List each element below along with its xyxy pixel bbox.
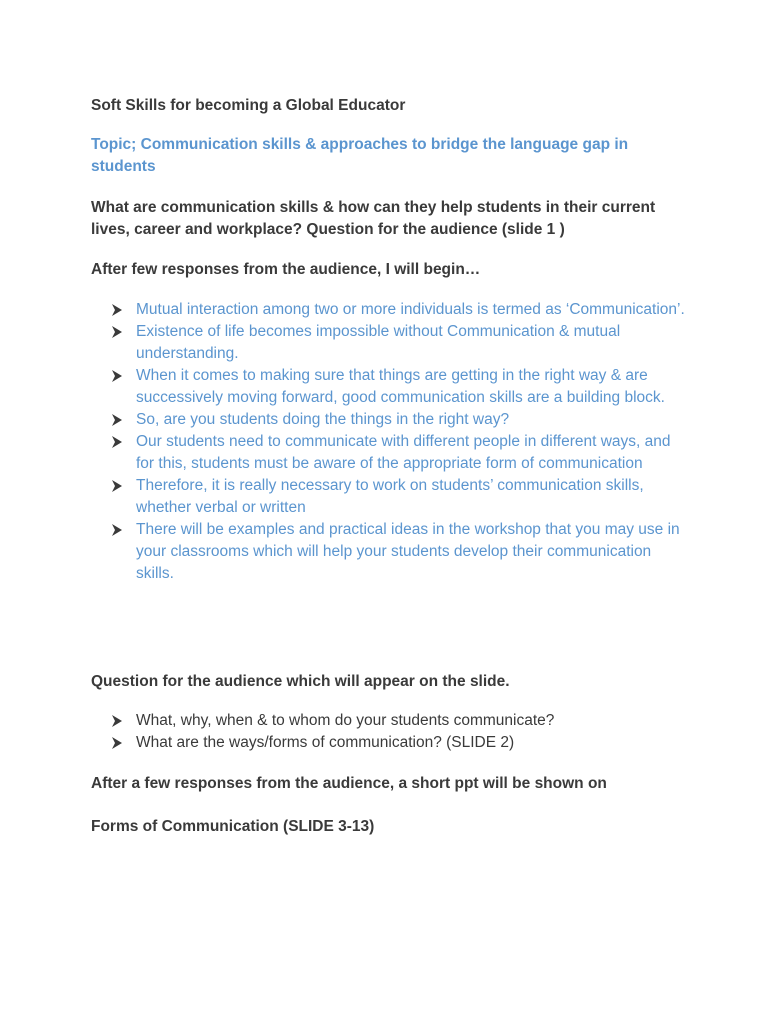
list-item [91,365,688,409]
list-item [91,519,688,585]
arrowhead-bullet-icon [111,436,123,448]
slide-question-heading: Question for the audience which will appear on the slide. [91,673,510,690]
arrowhead-bullet-icon [111,414,123,426]
list-item [91,710,688,732]
list-item [91,409,688,431]
slide-questions-list [91,710,688,754]
list-item-text: So, are you students doing the things in the right way? [136,411,510,428]
after-responses-intro: After few responses from the audience, I will begin… [91,261,481,278]
arrowhead-bullet-icon [111,370,123,382]
arrowhead-bullet-icon [111,737,123,749]
list-item-text: Therefore, it is really necessary to work on students’ communication skills, whether verbal or written [136,477,644,516]
ppt-intro-line: After a few responses from the audience, a short ppt will be shown on [91,775,607,792]
forms-of-communication-heading: Forms of Communication (SLIDE 3-13) [91,818,375,835]
list-item-text: What, why, when & to whom do your students communicate? [136,712,555,729]
list-item-text: There will be examples and practical ideas in the workshop that you may use in your classrooms which will help your students develop their communication skills. [136,521,680,582]
topic-heading: Topic; Communication skills & approaches to bridge the language gap in students [91,136,629,175]
list-item [91,431,688,475]
arrowhead-bullet-icon [111,304,123,316]
arrowhead-bullet-icon [111,524,123,536]
document-title: Soft Skills for becoming a Global Educator [91,97,406,114]
list-item-text: Mutual interaction among two or more individuals is termed as ‘Communication’. [136,301,685,318]
list-item [91,475,688,519]
list-item [91,299,688,321]
communication-points-list [91,299,688,585]
list-item-text: When it comes to making sure that things are getting in the right way & are successively moving forward, good communication skills are a building block. [136,367,665,406]
list-item-text: Existence of life becomes impossible without Communication & mutual understanding. [136,323,621,362]
audience-question-1: What are communication skills & how can they help students in their current lives, career and workplace? Question for the audience (slide 1 ) [91,199,656,238]
list-item-text: Our students need to communicate with different people in different ways, and for this, students must be aware of the appropriate form of communication [136,433,671,472]
list-item [91,321,688,365]
list-item [91,732,688,754]
arrowhead-bullet-icon [111,480,123,492]
arrowhead-bullet-icon [111,715,123,727]
arrowhead-bullet-icon [111,326,123,338]
list-item-text: What are the ways/forms of communication? (SLIDE 2) [136,734,515,751]
